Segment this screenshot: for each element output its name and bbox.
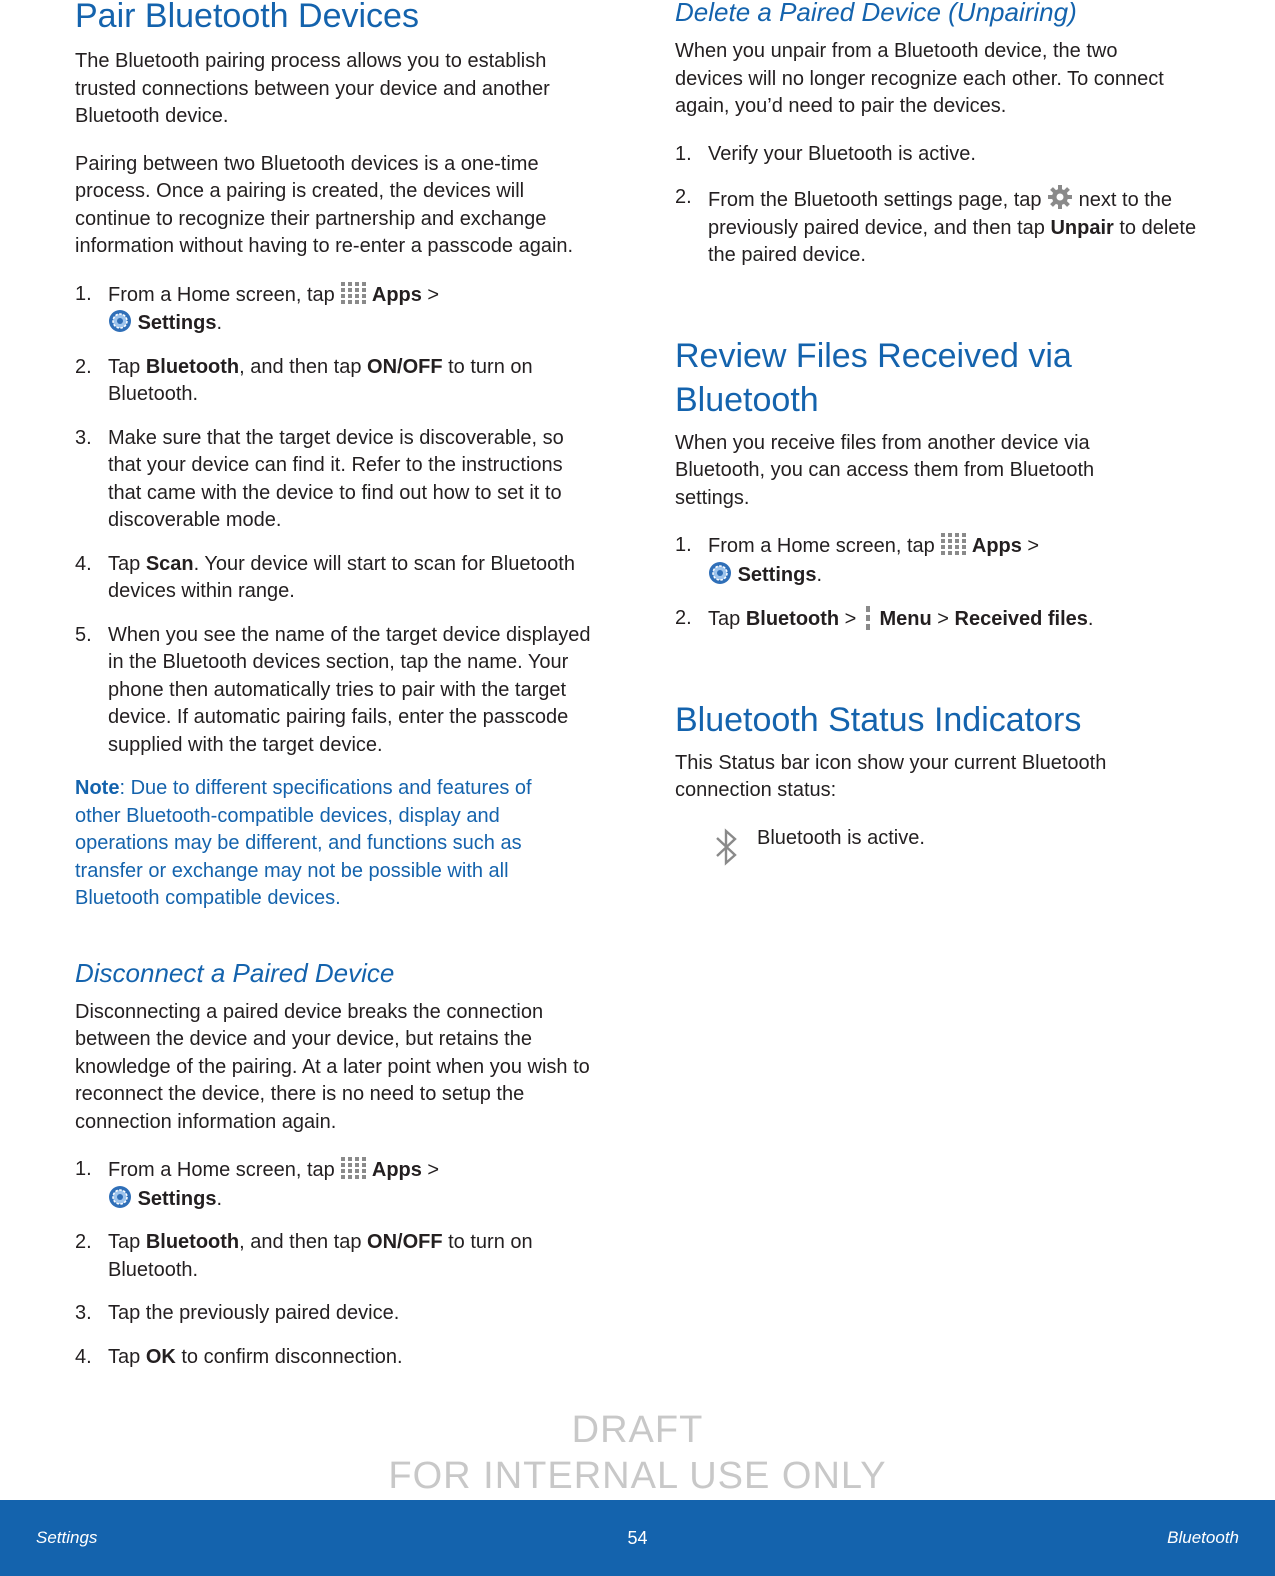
settings-gear-icon — [108, 1185, 132, 1209]
list-item: 2. Tap Bluetooth, and then tap ON/OFF to turn on Bluetooth. — [75, 1231, 533, 1281]
list-item: 3. Tap the previously paired device. — [75, 1302, 400, 1324]
settings-gear-icon — [708, 561, 732, 585]
apps-grid-icon — [940, 532, 966, 556]
list-item: 1. From a Home screen, tap Apps > Settings. — [675, 534, 1040, 586]
list-item: 3. Make sure that the target device is discoverable, so that your device can find it. Refer to the instructions that came with the device to find out how to set it to discoverable mode. — [75, 426, 564, 531]
disconnect-intro: Disconnecting a paired device breaks the connection between the device and your device, but retains the knowledge of the pairing. At a later point when you wish to reconnect the device, there is no need to setup the connection information again. — [75, 1000, 590, 1133]
unpair-steps — [675, 141, 1200, 270]
list-item: 4. Tap OK to confirm disconnection. — [75, 1345, 403, 1368]
footer-chapter: Bluetooth — [1167, 1528, 1239, 1547]
pairing-intro-1: The Bluetooth pairing process allows you to establish trusted connections between your device and another Bluetooth device. — [75, 50, 550, 127]
right-column — [675, 0, 1200, 867]
list-item: 4. Tap Scan. Your device will start to scan for Bluetooth devices within range. — [75, 552, 575, 602]
section-title-status: Bluetooth Status Indicators — [675, 700, 1082, 739]
section-title-unpair: Delete a Paired Device (Unpairing) — [675, 0, 1077, 27]
list-item: 1. From a Home screen, tap Apps > Settings. — [75, 282, 440, 334]
status-intro: This Status bar icon show your current Bluetooth connection status: — [675, 751, 1107, 801]
menu-dots-icon — [862, 605, 874, 631]
section-title-disconnect: Disconnect a Paired Device — [75, 957, 395, 988]
bluetooth-icon — [713, 827, 741, 867]
settings-gear-icon — [108, 309, 132, 333]
disconnect-steps — [75, 1156, 600, 1371]
list-item: 2. From the Bluetooth settings page, tap next to the previously paired device, and then tap Unpair to delete the paired device. — [675, 186, 1197, 266]
watermark-line-2: FOR INTERNAL USE ONLY — [388, 1455, 887, 1497]
list-item: 1. Verify your Bluetooth is active. — [675, 142, 976, 165]
list-item: 1. From a Home screen, tap Apps > Settings. — [75, 1158, 440, 1210]
review-intro: When you receive files from another device via Bluetooth, you can access them from Bluetooth settings. — [675, 431, 1095, 509]
section-title-review: Review Files Received via Bluetooth — [675, 336, 1072, 419]
footer-section: Settings — [36, 1528, 98, 1547]
status-indicator-row — [675, 827, 1200, 867]
list-item: 2. Tap Bluetooth, and then tap ON/OFF to turn on Bluetooth. — [75, 355, 533, 405]
page-number: 54 — [627, 1528, 648, 1548]
footer — [0, 1500, 1275, 1576]
note: Note: Due to different specifications and features of other Bluetooth-compatible devices, display and operations may be different, and functions such as transfer or exchange may not be possible with all Bluetooth compatible devices. — [75, 777, 532, 909]
page-title: Pair Bluetooth Devices — [75, 0, 419, 35]
left-column — [75, 0, 600, 1371]
unpair-intro: When you unpair from a Bluetooth device, the two devices will no longer recognize each other. To connect again, you’d need to pair the devices. — [675, 40, 1164, 117]
pairing-intro-2: Pairing between two Bluetooth devices is a one-time process. Once a pairing is created, the devices will continue to recognize their partnership and exchange information without having to re-enter a passcode again. — [75, 152, 574, 257]
review-steps — [675, 532, 1200, 634]
gear-icon — [1047, 184, 1073, 210]
list-item: 2. Tap Bluetooth > Menu > Received files. — [675, 607, 1094, 630]
list-item: 5. When you see the name of the target device displayed in the Bluetooth devices section, tap the name. Your phone then automatically tries to pair with the target device. If automatic pairing fails, enter the passcode supplied with the target device. — [75, 623, 591, 756]
status-indicator-text: Bluetooth is active. — [757, 826, 925, 849]
apps-grid-icon — [340, 281, 366, 305]
apps-grid-icon — [340, 1156, 366, 1180]
watermark-line-1: DRAFT — [571, 1409, 704, 1451]
pairing-steps — [75, 281, 600, 760]
